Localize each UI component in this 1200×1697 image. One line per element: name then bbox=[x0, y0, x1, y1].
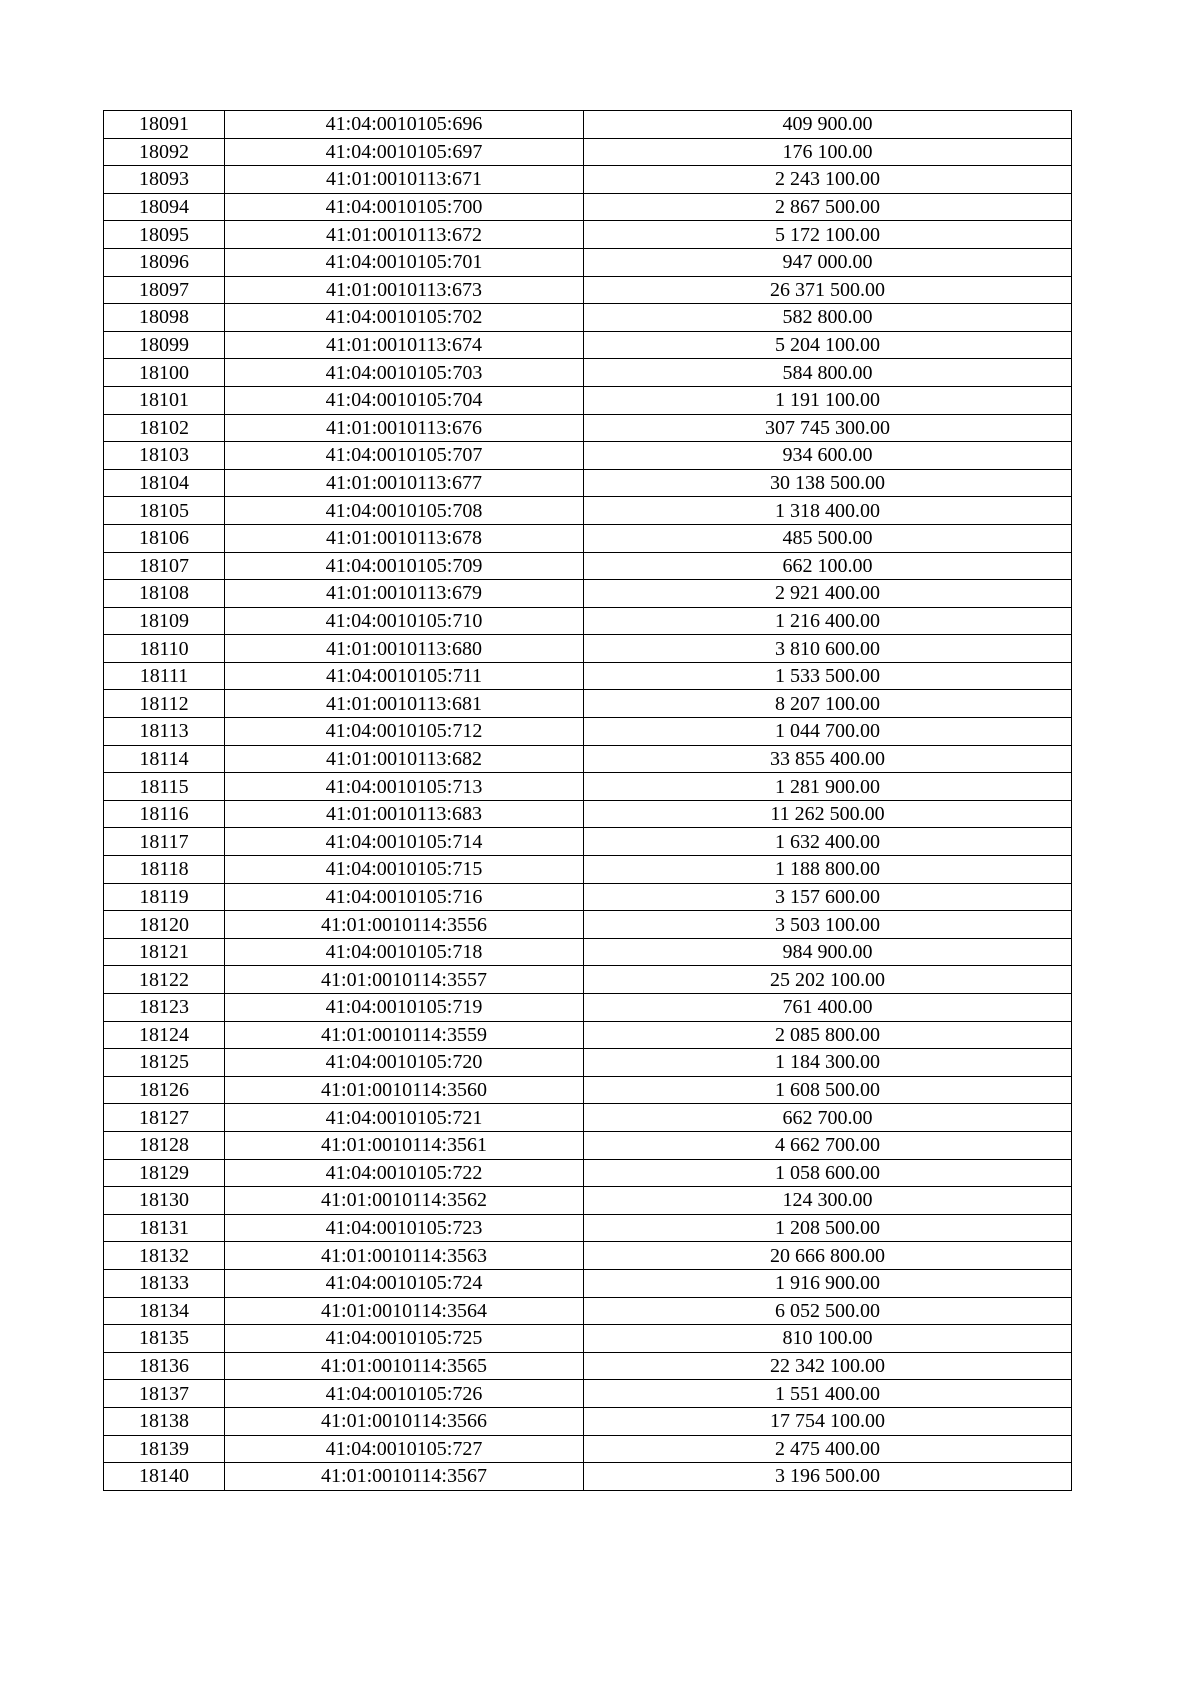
row-number-cell: 18107 bbox=[104, 552, 225, 580]
cadastral-number-cell: 41:04:0010105:719 bbox=[225, 994, 584, 1022]
row-number-cell: 18111 bbox=[104, 662, 225, 690]
cadastral-number-cell: 41:01:0010113:676 bbox=[225, 414, 584, 442]
row-number-cell: 18110 bbox=[104, 635, 225, 663]
cadastral-number-cell: 41:01:0010113:677 bbox=[225, 469, 584, 497]
table-row bbox=[104, 469, 1072, 497]
row-number-cell: 18133 bbox=[104, 1269, 225, 1297]
table-row bbox=[104, 1380, 1072, 1408]
cadastral-number-cell: 41:01:0010114:3557 bbox=[225, 966, 584, 994]
row-number-cell: 18116 bbox=[104, 800, 225, 828]
cadastral-value-cell: 2 475 400.00 bbox=[584, 1435, 1072, 1463]
cadastral-number-cell: 41:04:0010105:713 bbox=[225, 773, 584, 801]
row-number-cell: 18130 bbox=[104, 1187, 225, 1215]
row-number-cell: 18139 bbox=[104, 1435, 225, 1463]
row-number-cell: 18096 bbox=[104, 248, 225, 276]
table-row bbox=[104, 1352, 1072, 1380]
cadastral-value-cell: 6 052 500.00 bbox=[584, 1297, 1072, 1325]
table-row bbox=[104, 524, 1072, 552]
cadastral-number-cell: 41:04:0010105:716 bbox=[225, 883, 584, 911]
cadastral-value-cell: 1 044 700.00 bbox=[584, 718, 1072, 746]
cadastral-number-cell: 41:04:0010105:697 bbox=[225, 138, 584, 166]
table-row bbox=[104, 800, 1072, 828]
table-row bbox=[104, 1021, 1072, 1049]
table-row bbox=[104, 138, 1072, 166]
table-row bbox=[104, 1269, 1072, 1297]
table-row bbox=[104, 773, 1072, 801]
cadastral-number-cell: 41:01:0010114:3564 bbox=[225, 1297, 584, 1325]
table-row bbox=[104, 359, 1072, 387]
table-row bbox=[104, 1159, 1072, 1187]
cadastral-value-cell: 1 608 500.00 bbox=[584, 1076, 1072, 1104]
cadastral-value-cell: 1 281 900.00 bbox=[584, 773, 1072, 801]
row-number-cell: 18137 bbox=[104, 1380, 225, 1408]
cadastral-number-cell: 41:04:0010105:724 bbox=[225, 1269, 584, 1297]
row-number-cell: 18132 bbox=[104, 1242, 225, 1270]
cadastral-number-cell: 41:04:0010105:721 bbox=[225, 1104, 584, 1132]
cadastral-number-cell: 41:04:0010105:712 bbox=[225, 718, 584, 746]
cadastral-value-cell: 2 243 100.00 bbox=[584, 166, 1072, 194]
cadastral-number-cell: 41:04:0010105:709 bbox=[225, 552, 584, 580]
table-row bbox=[104, 304, 1072, 332]
row-number-cell: 18119 bbox=[104, 883, 225, 911]
cadastral-number-cell: 41:01:0010114:3556 bbox=[225, 911, 584, 939]
row-number-cell: 18115 bbox=[104, 773, 225, 801]
row-number-cell: 18136 bbox=[104, 1352, 225, 1380]
cadastral-value-cell: 1 533 500.00 bbox=[584, 662, 1072, 690]
row-number-cell: 18127 bbox=[104, 1104, 225, 1132]
cadastral-number-cell: 41:04:0010105:723 bbox=[225, 1214, 584, 1242]
cadastral-value-cell: 1 191 100.00 bbox=[584, 386, 1072, 414]
cadastral-value-cell: 3 196 500.00 bbox=[584, 1463, 1072, 1491]
cadastral-value-cell: 25 202 100.00 bbox=[584, 966, 1072, 994]
table-row bbox=[104, 386, 1072, 414]
table-row bbox=[104, 1187, 1072, 1215]
cadastral-value-cell: 26 371 500.00 bbox=[584, 276, 1072, 304]
cadastral-number-cell: 41:04:0010105:715 bbox=[225, 856, 584, 884]
cadastral-number-cell: 41:01:0010114:3560 bbox=[225, 1076, 584, 1104]
cadastral-value-cell: 2 085 800.00 bbox=[584, 1021, 1072, 1049]
table-row bbox=[104, 1242, 1072, 1270]
row-number-cell: 18128 bbox=[104, 1131, 225, 1159]
cadastral-value-cell: 582 800.00 bbox=[584, 304, 1072, 332]
row-number-cell: 18103 bbox=[104, 442, 225, 470]
table-row bbox=[104, 442, 1072, 470]
row-number-cell: 18101 bbox=[104, 386, 225, 414]
cadastral-number-cell: 41:04:0010105:711 bbox=[225, 662, 584, 690]
cadastral-value-cell: 485 500.00 bbox=[584, 524, 1072, 552]
cadastral-value-cell: 176 100.00 bbox=[584, 138, 1072, 166]
cadastral-value-cell: 4 662 700.00 bbox=[584, 1131, 1072, 1159]
cadastral-value-cell: 1 216 400.00 bbox=[584, 607, 1072, 635]
table-row bbox=[104, 1131, 1072, 1159]
cadastral-number-cell: 41:04:0010105:707 bbox=[225, 442, 584, 470]
row-number-cell: 18095 bbox=[104, 221, 225, 249]
cadastral-number-cell: 41:04:0010105:726 bbox=[225, 1380, 584, 1408]
table-row bbox=[104, 1407, 1072, 1435]
row-number-cell: 18135 bbox=[104, 1325, 225, 1353]
table-row bbox=[104, 635, 1072, 663]
table-row bbox=[104, 607, 1072, 635]
row-number-cell: 18094 bbox=[104, 193, 225, 221]
cadastral-number-cell: 41:04:0010105:727 bbox=[225, 1435, 584, 1463]
row-number-cell: 18114 bbox=[104, 745, 225, 773]
table-row bbox=[104, 883, 1072, 911]
cadastral-value-cell: 1 208 500.00 bbox=[584, 1214, 1072, 1242]
cadastral-number-cell: 41:01:0010113:680 bbox=[225, 635, 584, 663]
table-row bbox=[104, 1104, 1072, 1132]
table-row bbox=[104, 690, 1072, 718]
row-number-cell: 18121 bbox=[104, 938, 225, 966]
row-number-cell: 18092 bbox=[104, 138, 225, 166]
cadastral-number-cell: 41:01:0010113:681 bbox=[225, 690, 584, 718]
row-number-cell: 18100 bbox=[104, 359, 225, 387]
row-number-cell: 18134 bbox=[104, 1297, 225, 1325]
table-row bbox=[104, 497, 1072, 525]
cadastral-number-cell: 41:01:0010113:673 bbox=[225, 276, 584, 304]
row-number-cell: 18125 bbox=[104, 1049, 225, 1077]
cadastral-number-cell: 41:01:0010113:674 bbox=[225, 331, 584, 359]
cadastral-value-cell: 20 666 800.00 bbox=[584, 1242, 1072, 1270]
cadastral-number-cell: 41:04:0010105:701 bbox=[225, 248, 584, 276]
cadastral-value-cell: 1 632 400.00 bbox=[584, 828, 1072, 856]
row-number-cell: 18131 bbox=[104, 1214, 225, 1242]
cadastral-value-cell: 662 100.00 bbox=[584, 552, 1072, 580]
row-number-cell: 18105 bbox=[104, 497, 225, 525]
cadastral-number-cell: 41:01:0010113:682 bbox=[225, 745, 584, 773]
cadastral-number-cell: 41:04:0010105:718 bbox=[225, 938, 584, 966]
cadastral-value-cell: 934 600.00 bbox=[584, 442, 1072, 470]
row-number-cell: 18097 bbox=[104, 276, 225, 304]
cadastral-value-cell: 3 503 100.00 bbox=[584, 911, 1072, 939]
table-row bbox=[104, 1435, 1072, 1463]
cadastral-value-cell: 2 921 400.00 bbox=[584, 580, 1072, 608]
cadastral-number-cell: 41:04:0010105:696 bbox=[225, 111, 584, 139]
cadastral-number-cell: 41:04:0010105:700 bbox=[225, 193, 584, 221]
cadastral-value-cell: 33 855 400.00 bbox=[584, 745, 1072, 773]
cadastral-value-cell: 761 400.00 bbox=[584, 994, 1072, 1022]
cadastral-number-cell: 41:01:0010113:679 bbox=[225, 580, 584, 608]
table-row bbox=[104, 166, 1072, 194]
table-row bbox=[104, 1214, 1072, 1242]
row-number-cell: 18099 bbox=[104, 331, 225, 359]
cadastral-number-cell: 41:04:0010105:702 bbox=[225, 304, 584, 332]
table-row bbox=[104, 580, 1072, 608]
row-number-cell: 18123 bbox=[104, 994, 225, 1022]
table-row bbox=[104, 662, 1072, 690]
table-row bbox=[104, 828, 1072, 856]
cadastral-value-cell: 1 916 900.00 bbox=[584, 1269, 1072, 1297]
cadastral-number-cell: 41:04:0010105:708 bbox=[225, 497, 584, 525]
row-number-cell: 18106 bbox=[104, 524, 225, 552]
row-number-cell: 18120 bbox=[104, 911, 225, 939]
cadastral-value-cell: 30 138 500.00 bbox=[584, 469, 1072, 497]
cadastral-number-cell: 41:01:0010113:672 bbox=[225, 221, 584, 249]
row-number-cell: 18118 bbox=[104, 856, 225, 884]
row-number-cell: 18126 bbox=[104, 1076, 225, 1104]
cadastral-value-cell: 8 207 100.00 bbox=[584, 690, 1072, 718]
cadastral-number-cell: 41:01:0010114:3565 bbox=[225, 1352, 584, 1380]
table-row bbox=[104, 1049, 1072, 1077]
cadastral-number-cell: 41:04:0010105:722 bbox=[225, 1159, 584, 1187]
row-number-cell: 18124 bbox=[104, 1021, 225, 1049]
cadastral-number-cell: 41:01:0010114:3562 bbox=[225, 1187, 584, 1215]
cadastral-value-cell: 1 551 400.00 bbox=[584, 1380, 1072, 1408]
cadastral-number-cell: 41:04:0010105:703 bbox=[225, 359, 584, 387]
row-number-cell: 18112 bbox=[104, 690, 225, 718]
cadastral-value-cell: 124 300.00 bbox=[584, 1187, 1072, 1215]
row-number-cell: 18091 bbox=[104, 111, 225, 139]
cadastral-value-cell: 22 342 100.00 bbox=[584, 1352, 1072, 1380]
cadastral-number-cell: 41:04:0010105:704 bbox=[225, 386, 584, 414]
cadastral-value-table bbox=[103, 110, 1072, 1491]
cadastral-number-cell: 41:04:0010105:714 bbox=[225, 828, 584, 856]
table-row bbox=[104, 552, 1072, 580]
cadastral-value-cell: 3 157 600.00 bbox=[584, 883, 1072, 911]
table-row bbox=[104, 966, 1072, 994]
cadastral-value-cell: 984 900.00 bbox=[584, 938, 1072, 966]
cadastral-value-cell: 1 188 800.00 bbox=[584, 856, 1072, 884]
cadastral-value-cell: 409 900.00 bbox=[584, 111, 1072, 139]
table-row bbox=[104, 276, 1072, 304]
row-number-cell: 18122 bbox=[104, 966, 225, 994]
table-row bbox=[104, 745, 1072, 773]
cadastral-value-cell: 1 058 600.00 bbox=[584, 1159, 1072, 1187]
cadastral-number-cell: 41:01:0010114:3563 bbox=[225, 1242, 584, 1270]
cadastral-number-cell: 41:01:0010113:683 bbox=[225, 800, 584, 828]
row-number-cell: 18102 bbox=[104, 414, 225, 442]
cadastral-value-cell: 3 810 600.00 bbox=[584, 635, 1072, 663]
row-number-cell: 18113 bbox=[104, 718, 225, 746]
table-row bbox=[104, 414, 1072, 442]
cadastral-value-cell: 1 184 300.00 bbox=[584, 1049, 1072, 1077]
cadastral-number-cell: 41:04:0010105:720 bbox=[225, 1049, 584, 1077]
table-row bbox=[104, 1463, 1072, 1491]
cadastral-number-cell: 41:01:0010114:3566 bbox=[225, 1407, 584, 1435]
cadastral-value-cell: 17 754 100.00 bbox=[584, 1407, 1072, 1435]
row-number-cell: 18129 bbox=[104, 1159, 225, 1187]
table-row bbox=[104, 1076, 1072, 1104]
row-number-cell: 18108 bbox=[104, 580, 225, 608]
cadastral-value-cell: 584 800.00 bbox=[584, 359, 1072, 387]
cadastral-value-cell: 662 700.00 bbox=[584, 1104, 1072, 1132]
cadastral-number-cell: 41:01:0010114:3567 bbox=[225, 1463, 584, 1491]
table-body bbox=[104, 111, 1072, 1491]
cadastral-value-cell: 5 172 100.00 bbox=[584, 221, 1072, 249]
cadastral-number-cell: 41:04:0010105:710 bbox=[225, 607, 584, 635]
cadastral-value-cell: 810 100.00 bbox=[584, 1325, 1072, 1353]
table-row bbox=[104, 718, 1072, 746]
row-number-cell: 18093 bbox=[104, 166, 225, 194]
row-number-cell: 18098 bbox=[104, 304, 225, 332]
table-row bbox=[104, 1325, 1072, 1353]
row-number-cell: 18109 bbox=[104, 607, 225, 635]
cadastral-value-cell: 1 318 400.00 bbox=[584, 497, 1072, 525]
table-row bbox=[104, 331, 1072, 359]
table-row bbox=[104, 193, 1072, 221]
cadastral-value-cell: 2 867 500.00 bbox=[584, 193, 1072, 221]
cadastral-value-cell: 307 745 300.00 bbox=[584, 414, 1072, 442]
table-row bbox=[104, 111, 1072, 139]
table-row bbox=[104, 221, 1072, 249]
row-number-cell: 18104 bbox=[104, 469, 225, 497]
cadastral-value-cell: 5 204 100.00 bbox=[584, 331, 1072, 359]
cadastral-value-cell: 11 262 500.00 bbox=[584, 800, 1072, 828]
table-row bbox=[104, 911, 1072, 939]
cadastral-value-cell: 947 000.00 bbox=[584, 248, 1072, 276]
table-row bbox=[104, 1297, 1072, 1325]
cadastral-number-cell: 41:01:0010113:678 bbox=[225, 524, 584, 552]
row-number-cell: 18140 bbox=[104, 1463, 225, 1491]
cadastral-number-cell: 41:01:0010114:3561 bbox=[225, 1131, 584, 1159]
cadastral-number-cell: 41:01:0010114:3559 bbox=[225, 1021, 584, 1049]
cadastral-number-cell: 41:01:0010113:671 bbox=[225, 166, 584, 194]
row-number-cell: 18138 bbox=[104, 1407, 225, 1435]
table-row bbox=[104, 938, 1072, 966]
table-row bbox=[104, 856, 1072, 884]
table-row bbox=[104, 994, 1072, 1022]
cadastral-number-cell: 41:04:0010105:725 bbox=[225, 1325, 584, 1353]
row-number-cell: 18117 bbox=[104, 828, 225, 856]
table-row bbox=[104, 248, 1072, 276]
